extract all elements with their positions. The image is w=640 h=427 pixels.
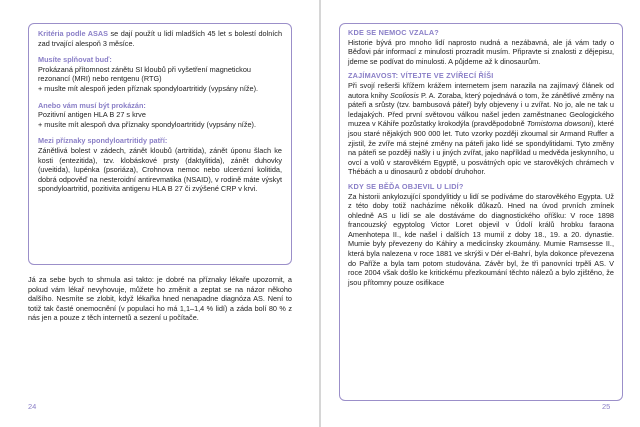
animal-fact-text-1: Při svojí rešerši křížem krážem internetem jsem narazila na zajímavý článek od autora knihy	[348, 80, 614, 100]
summary-paragraph-block	[28, 275, 292, 323]
origin-heading: KDE SE NEMOC VZALA?	[348, 28, 439, 37]
right-page	[321, 0, 640, 427]
criteria-intro-text: se dají použít u lidí mladších 45 let s bolestí dolních zad trvající alespoň 3 měsíce.	[38, 29, 283, 48]
animal-fact-text-3: ), které jsou staré nějakých 900 000 let. Tuto vzorky později zkoumal sir Armand Ruffer a zjistil, že zvíře má stejné změny na páteři jako lidé se spondylitidami. Tyto změny na páteři se později našly i u jiných zvířat, jako například u medvěda jeskynního, u ovcí a volů v starověkém Egyptě, u posvátných opic ve starověkých chrámech v Thébách a u dinosaurů z období druhohor.	[348, 119, 614, 177]
animal-fact-text-2: P. A. Zoraba, který pojednává o tom, že zánětlivé změny na páteři a srůsty (tzv. bambusová páteř) byly objeveny i u zvířat. No jo, ale ne tak u ledajakých. Před první světovou válkou našel jeden zaměstnanec Geologického muzea v Káhiře pozůstatky krokodýla (pravděpodobně	[348, 90, 615, 129]
criteria-intro-label: Kritéria podle ASAS	[38, 29, 109, 38]
page-number-right: 25	[602, 402, 611, 411]
must-heading: Musíte splňovat buď:	[38, 55, 112, 65]
origin-text: Historie bývá pro mnoho lidí naprosto nudná a nezábavná, ale já vám tady o Běďovi pár informací z minulosti prozradit musím. Připravte si znalosti z dějepisu, jdeme se podívat do minulosti. A půjdeme až k dinosaurům.	[348, 37, 614, 66]
book-title: Scoliosis	[390, 90, 419, 100]
humans-heading: KDY SE BĚĎA OBJEVIL U LIDÍ?	[348, 181, 464, 191]
must-text-2: + muslte mít alespoň jeden příznak spondyloartritidy (vypsány níže).	[38, 83, 259, 93]
summary-paragraph: Já za sebe bych to shrnula asi takto: je dobré na příznaky lékaře upozornit, a pokud vám lékař nevyhovuje, můžete ho změnit a zeptat se na názor někoho dalšího. Nesmíte se zlobit, když lékařka hned nenapadne diagnóza AS. Není to totiž tak časté onemocnění (v populaci ho má 1,1–1,4 % lidí) a záda bolí 80 % z nás jen a pouze z těch internetů a sezení u počítače.	[28, 275, 292, 323]
species-name: Tomistoma dowsoni	[526, 119, 592, 129]
symptoms-text: Zánětlivá bolest v zádech, zánět kloubů (artritida), zánět úponu šlach ke kosti (entezitida), tzv. klobáskové prsty (daktylitida), zánět duhovky (uveitida), lupénka (psoriáza), Crohnova nemoc nebo ulcerózní kolitida, dobrá odpověď na nesteroidní antirevmatika (NSAID), v rodině máte výskyt spondyloartritid, pozitivita antigenu HLA B 27 či zvýšené CRP v krvi.	[38, 145, 282, 194]
history-box	[339, 23, 623, 401]
page-number-left: 24	[28, 402, 37, 411]
animal-fact-text	[348, 81, 614, 177]
or-heading: Anebo vám musí být prokázán:	[38, 100, 146, 110]
must-text-1: Prokázaná přítomnost zánětu SI kloubů při vyšetření magnetickou rezonancí (MRI) nebo rentgenu (RTG)	[38, 64, 251, 84]
criteria-intro	[38, 29, 282, 48]
animal-fact-heading: ZAJÍMAVOST: VÍTEJTE VE ZVÍŘECÍ ŘÍŠI	[348, 71, 494, 81]
or-text-2: + musíte mít alespoň dva příznaky spondyloartritidy (vypsány níže).	[38, 119, 256, 129]
or-text-1: Pozitivní antigen HLA B 27 s krve	[38, 110, 146, 120]
symptoms-heading: Mezi příznaky spondyloartritidy patří:	[38, 136, 168, 146]
asas-criteria-box	[28, 23, 292, 265]
left-page	[0, 0, 319, 427]
humans-text: Za historii ankylozující spondylitidy u lidí se podíváme do starověkého Egypta. Už z této doby totiž nacházíme několik důkazů. Hned na úvod prvních zmínek ohledně AS u lidí se ale dostáváme do diagnostického oříšku: V roce 1898 francouzský egyptolog Victor Loret objevil v Údolí králů hrobku faraona Amenhotepa II., kde našel i dalších 13 mumií z doby 18., 19. a 20. dynastie. Mumie byly převezeny do Káhiry a medicínsky zkoumány. Mumie Ramsesse II., která byla nalezena v roce 1881 ve skrýši v Dér el-Bahrí, byla dokonce převezena do Paříže a byla tam potom studována. Závěr byl, že tři panovníci trpěli AS. V roce 2004 však došlo ke kritickému přezkoumání těchto nálezů a bylo zjištěno, že jsou přítomny pouze osifikace	[348, 191, 614, 287]
